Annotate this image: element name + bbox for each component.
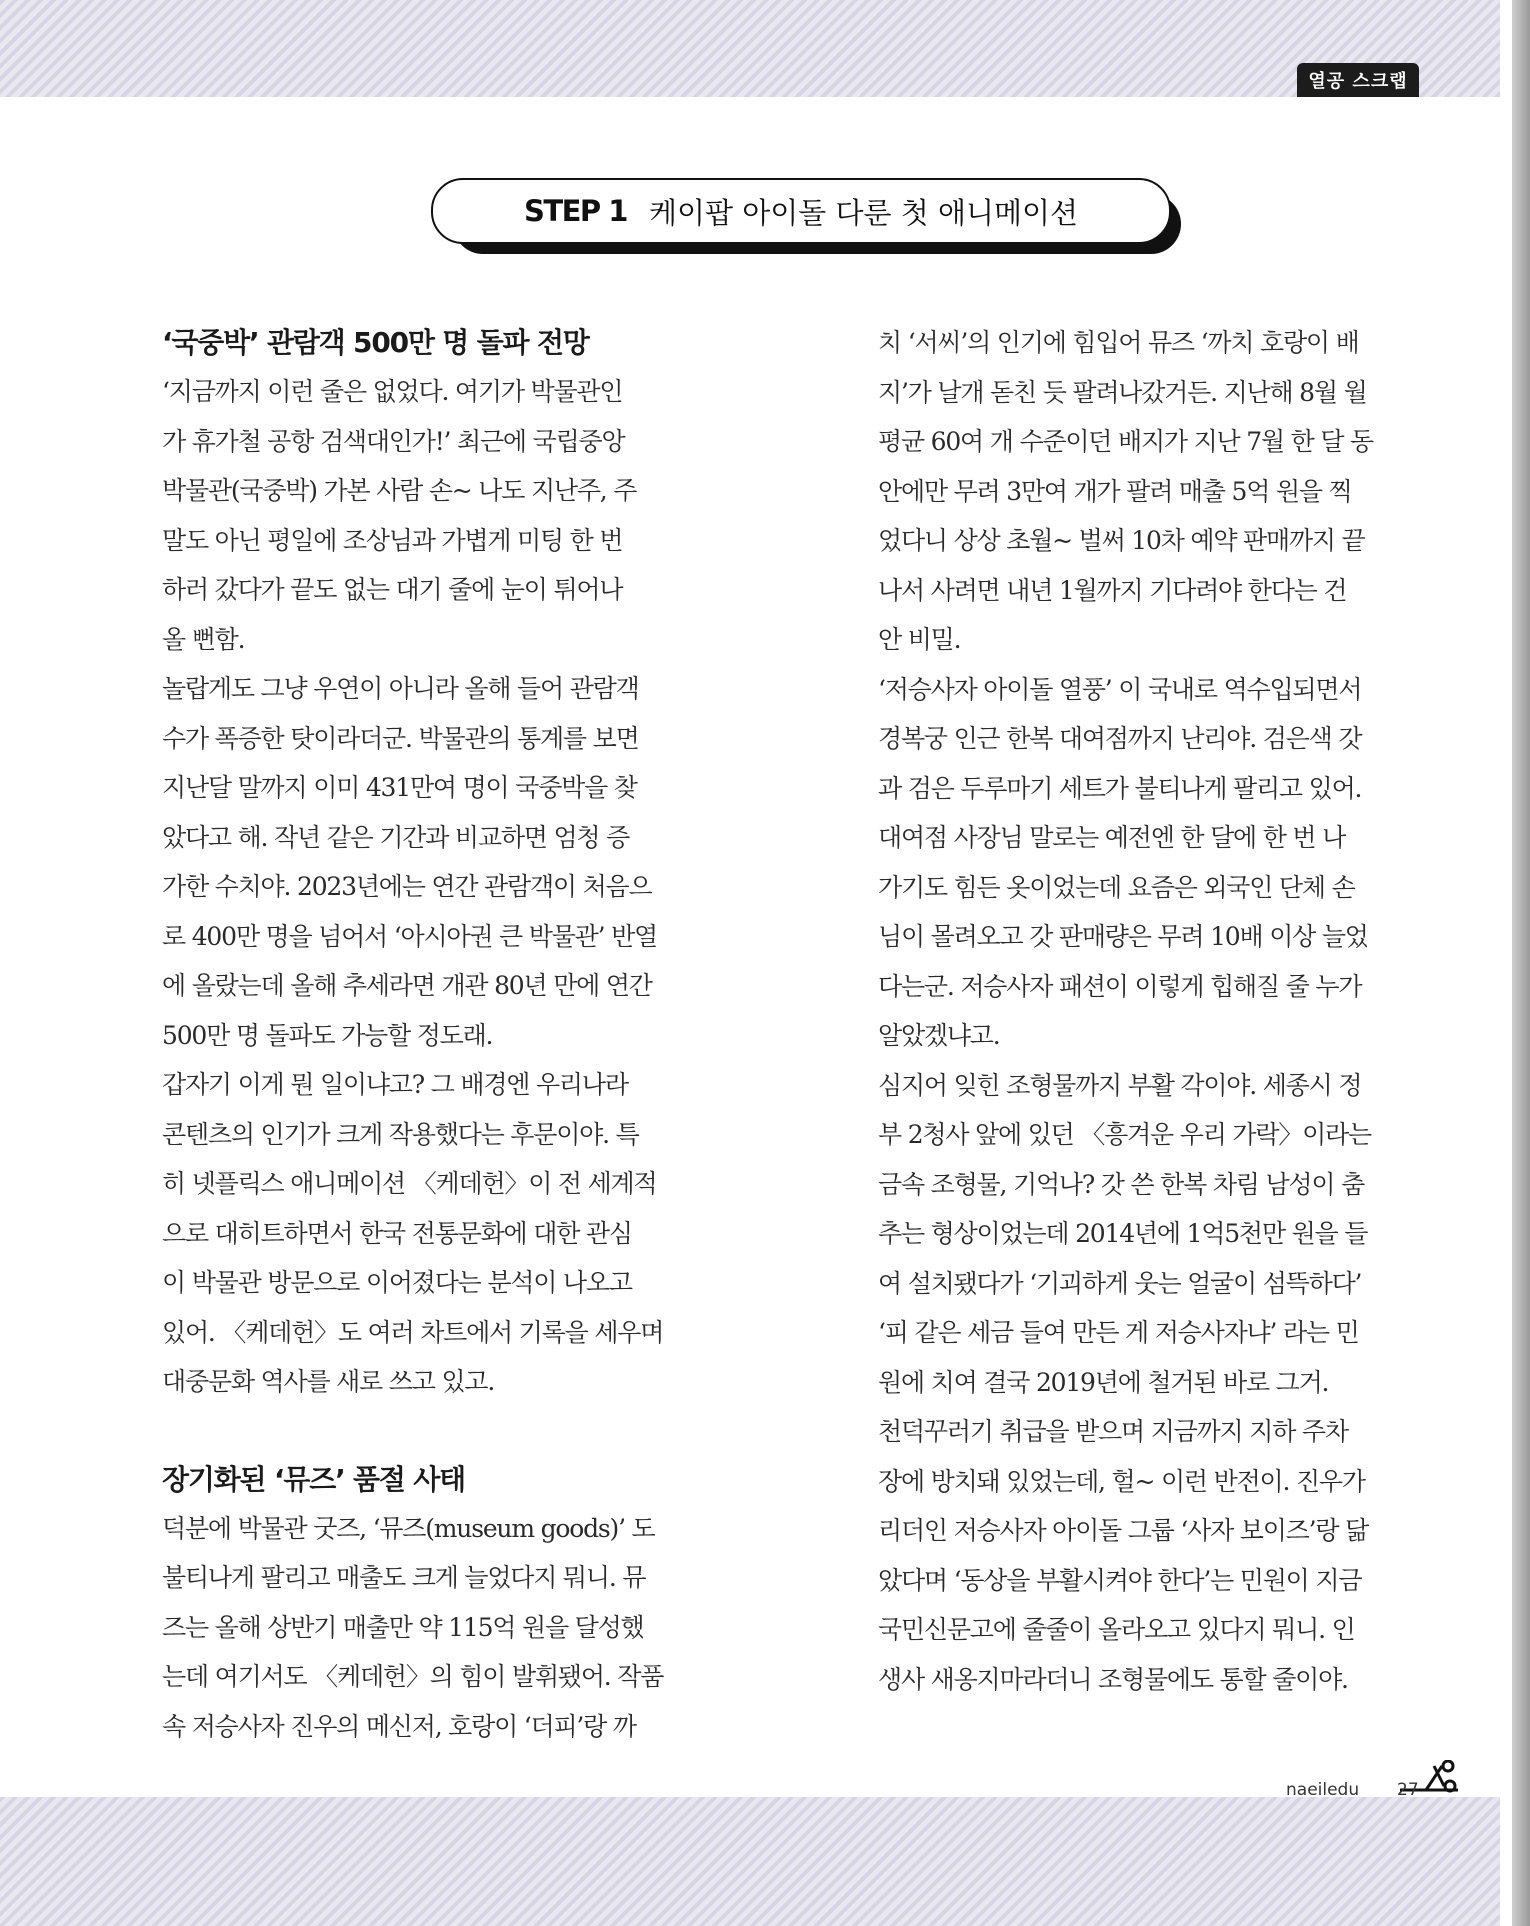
page-number: 27 [1397,1780,1419,1800]
text-line: 았다고 해. 작년 같은 기간과 비교하면 엄청 증 [162,822,630,852]
text-line: 덕분에 박물관 굿즈, ‘뮤즈(museum goods)’ 도 [162,1513,655,1543]
step-title: 케이팝 아이돌 다룬 첫 애니메이션 [648,195,1079,230]
text-line: 으로 대히트하면서 한국 전통문화에 대한 관심 [162,1218,632,1248]
text-line: ‘저승사자 아이돌 열풍’ 이 국내로 역수입되면서 [878,674,1362,704]
section-tag: 열공 스크랩 [1297,63,1419,97]
text-line: 경복궁 인근 한복 대여점까지 난리야. 검은색 갓 [878,724,1362,753]
text-line: 로 400만 명을 넘어서 ‘아시아권 큰 박물관’ 반열 [162,921,657,951]
text-line: 원에 치여 결국 2019년에 철거된 바로 그거. [878,1367,1329,1397]
text-line: 불티나게 팔리고 매출도 크게 늘었다지 뭐니. 뮤 [162,1563,646,1592]
text-line: 500만 명 돌파도 가능할 정도래. [162,1020,493,1050]
footer-stripe-band [0,1797,1512,1926]
text-line: 대여점 사장님 말로는 예전엔 한 달에 한 번 나 [878,823,1346,852]
text-line: 속 저승사자 진우의 메신저, 호랑이 ‘더피’랑 까 [162,1711,636,1741]
text-line: 았다며 ‘동상을 부활시켜야 한다’는 민원이 지금 [878,1565,1362,1595]
paragraph-block [162,367,707,1407]
text-line: 었다니 상상 초월~ 벌써 10차 예약 판매까지 끝 [878,526,1365,555]
text-line: 평균 60여 개 수준이던 배지가 지난 7월 한 달 동 [878,427,1373,456]
paragraph-block [162,1504,707,1752]
text-line: 리더인 저승사자 아이돌 그룹 ‘사자 보이즈’랑 닮 [878,1516,1369,1545]
text-line: ‘지금까지 이런 줄은 없었다. 여기가 박물관인 [162,377,623,406]
text-line: 천덕꾸러기 취급을 받으며 지금까지 지하 주차 [878,1417,1348,1446]
text-line: 안에만 무려 3만여 개가 팔려 매출 5억 원을 찍 [878,476,1352,506]
text-line: 콘텐츠의 인기가 크게 작용했다는 후문이야. 특 [162,1119,639,1149]
text-line: 하러 갔다가 끝도 없는 대기 줄에 눈이 튀어나 [162,575,623,604]
text-line: 나서 사려면 내년 1월까지 기다려야 한다는 건 [878,575,1347,605]
text-line: 추는 형상이었는데 2014년에 1억5천만 원을 들 [878,1219,1368,1248]
header-stripe-band [0,0,1512,97]
text-line: 지’가 날개 돋친 듯 팔려나갔거든. 지난해 8월 월 [878,377,1367,407]
text-line: 말도 아닌 평일에 조상님과 가볍게 미팅 한 번 [162,525,623,555]
text-line: 는데 여기서도 〈케데헌〉의 힘이 발휘됐어. 작품 [162,1662,664,1691]
text-line: 장에 방치돼 있었는데, 헐~ 이런 반전이. 진우가 [878,1466,1365,1496]
text-line: 지난달 말까지 이미 431만여 명이 국중박을 찾 [162,773,637,802]
text-line: ‘피 같은 세금 들여 만든 게 저승사자냐’ 라는 민 [878,1318,1359,1347]
text-line: 생사 새옹지마라더니 조형물에도 통할 줄이야. [878,1664,1348,1694]
text-line: 히 넷플릭스 애니메이션 〈케데헌〉이 전 세계적 [162,1169,657,1198]
right-column [878,318,1423,1704]
section-heading: 장기화된 ‘뮤즈’ 품절 사태 [162,1462,465,1496]
text-line: 과 검은 두루마기 세트가 불티나게 팔리고 있어. [878,773,1362,803]
text-line: 이 박물관 방문으로 이어졌다는 분석이 나오고 [162,1268,632,1297]
text-line: 심지어 잊힌 조형물까지 부활 각이야. 세종시 정 [878,1070,1362,1100]
text-line: 갑자기 이게 뭔 일이냐고? 그 배경엔 우리나라 [162,1070,628,1099]
step-label: STEP 1 [523,194,627,228]
step-banner-box [431,178,1171,244]
page-shadow [1512,0,1530,1926]
text-line: 에 올랐는데 올해 추세라면 개관 80년 만에 연간 [162,971,652,1000]
page-edge [1500,0,1512,1926]
text-line: 있어. 〈케데헌〉도 여러 차트에서 기록을 세우며 [162,1317,664,1347]
step-title-banner [431,178,1183,256]
text-line: 여 설치됐다가 ‘기괴하게 웃는 얼굴이 섬뜩하다’ [878,1268,1362,1298]
text-line: 즈는 올해 상반기 매출만 약 115억 원을 달성했 [162,1612,644,1642]
text-line: 님이 몰려오고 갓 판매량은 무려 10배 이상 늘었 [878,922,1368,951]
left-column [162,318,707,1751]
text-line: 놀랍게도 그냥 우연이 아니라 올해 들어 관람객 [162,674,639,703]
text-line: 수가 폭증한 탓이라더군. 박물관의 통계를 보면 [162,723,639,753]
paragraph-block [878,318,1423,1704]
text-line: 알았겠냐고. [878,1021,1000,1050]
section-heading: ‘국중박’ 관람객 500만 명 돌파 전망 [162,326,589,359]
text-line: 가한 수치야. 2023년에는 연간 관람객이 처음으 [162,872,652,901]
text-line: 대중문화 역사를 새로 쓰고 있고. [162,1367,495,1396]
text-line: 박물관(국중박) 가본 사람 손~ 나도 지난주, 주 [162,476,637,505]
text-line: 치 ‘서씨’의 인기에 힘입어 뮤즈 ‘까치 호랑이 배 [878,328,1359,357]
text-line: 다는군. 저승사자 패션이 이렇게 힙해질 줄 누가 [878,971,1362,1001]
text-line: 올 뻔함. [162,624,245,654]
text-line: 안 비밀. [878,625,961,654]
text-line: 국민신문고에 줄줄이 올라오고 있다지 뭐니. 인 [878,1615,1355,1644]
text-line: 금속 조형물, 기억나? 갓 쓴 한복 차림 남성이 춤 [878,1169,1365,1199]
text-line: 가기도 힘든 옷이었는데 요즘은 외국인 단체 손 [878,872,1355,902]
text-line: 가 휴가철 공항 검색대인가!’ 최근에 국립중앙 [162,426,625,456]
text-line: 부 2청사 앞에 있던 〈흥겨운 우리 가락〉이라는 [878,1120,1371,1149]
footer-site-name: naeiledu [1286,1780,1360,1800]
